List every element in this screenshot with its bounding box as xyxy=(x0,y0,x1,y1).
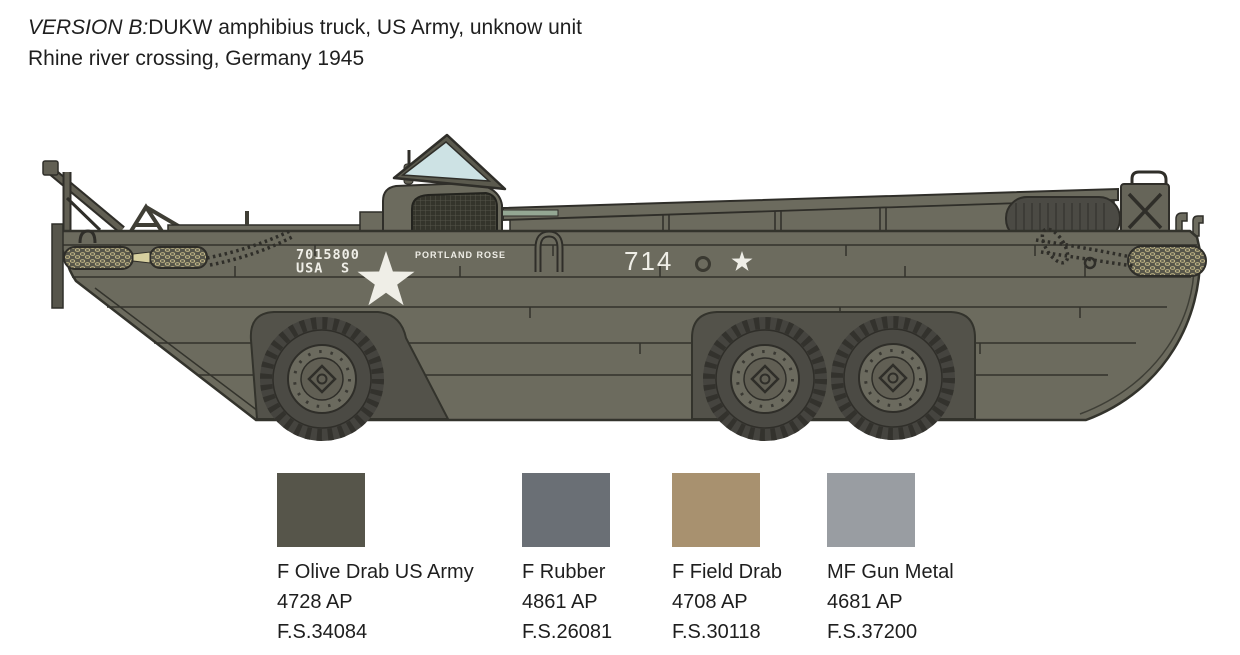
paint-swatch xyxy=(827,473,954,647)
registration-usa: USA xyxy=(296,260,324,277)
paint-swatch-color xyxy=(522,473,610,547)
hull-number-text: 714 xyxy=(624,246,674,276)
paint-swatch-fs: F.S.34084 xyxy=(277,621,368,643)
paint-swatch xyxy=(672,473,782,647)
registration-suffix: S xyxy=(341,260,351,277)
paint-swatch-color xyxy=(277,473,365,547)
paint-swatch-name: F Rubber xyxy=(522,561,606,583)
version-description: DUKW amphibius truck, US Army, unknow unit xyxy=(148,16,582,39)
bow-plate xyxy=(52,224,63,308)
registration-number: 7015800 xyxy=(296,247,360,263)
paint-swatch-name: F Olive Drab US Army xyxy=(277,561,474,583)
paint-swatch xyxy=(522,473,612,647)
vehicle-name-text: PORTLAND ROSE xyxy=(415,250,507,260)
paint-swatch-fs: F.S.30118 xyxy=(672,621,761,643)
front-wheel xyxy=(260,317,384,441)
net-toggle xyxy=(133,252,150,263)
windshield xyxy=(394,135,505,189)
paint-swatch-fs: F.S.37200 xyxy=(827,621,918,643)
version-subtitle: Rhine river crossing, Germany 1945 xyxy=(28,47,365,70)
paint-swatch-code: 4728 AP xyxy=(277,591,353,613)
paint-swatch-code: 4708 AP xyxy=(672,591,748,613)
rear-wheel-1 xyxy=(703,317,827,441)
paint-swatch-code: 4861 AP xyxy=(522,591,598,613)
bow-net-roll-1 xyxy=(64,247,133,269)
paint-swatch-color xyxy=(672,473,760,547)
rear-wheel-2 xyxy=(831,316,955,440)
paint-swatch-code: 4681 AP xyxy=(827,591,903,613)
paint-swatch xyxy=(277,473,474,647)
paint-swatch-name: MF Gun Metal xyxy=(827,561,954,583)
bow-net-roll-2 xyxy=(150,247,207,268)
paint-swatch-name: F Field Drab xyxy=(672,561,783,583)
cab-grille xyxy=(412,193,497,232)
paint-swatch-fs: F.S.26081 xyxy=(522,621,613,643)
cab xyxy=(360,183,502,235)
version-label: VERSION B: xyxy=(28,16,149,39)
jerry-can xyxy=(1121,172,1169,238)
paint-swatch-color xyxy=(827,473,915,547)
stern-net-roll xyxy=(1128,246,1206,276)
